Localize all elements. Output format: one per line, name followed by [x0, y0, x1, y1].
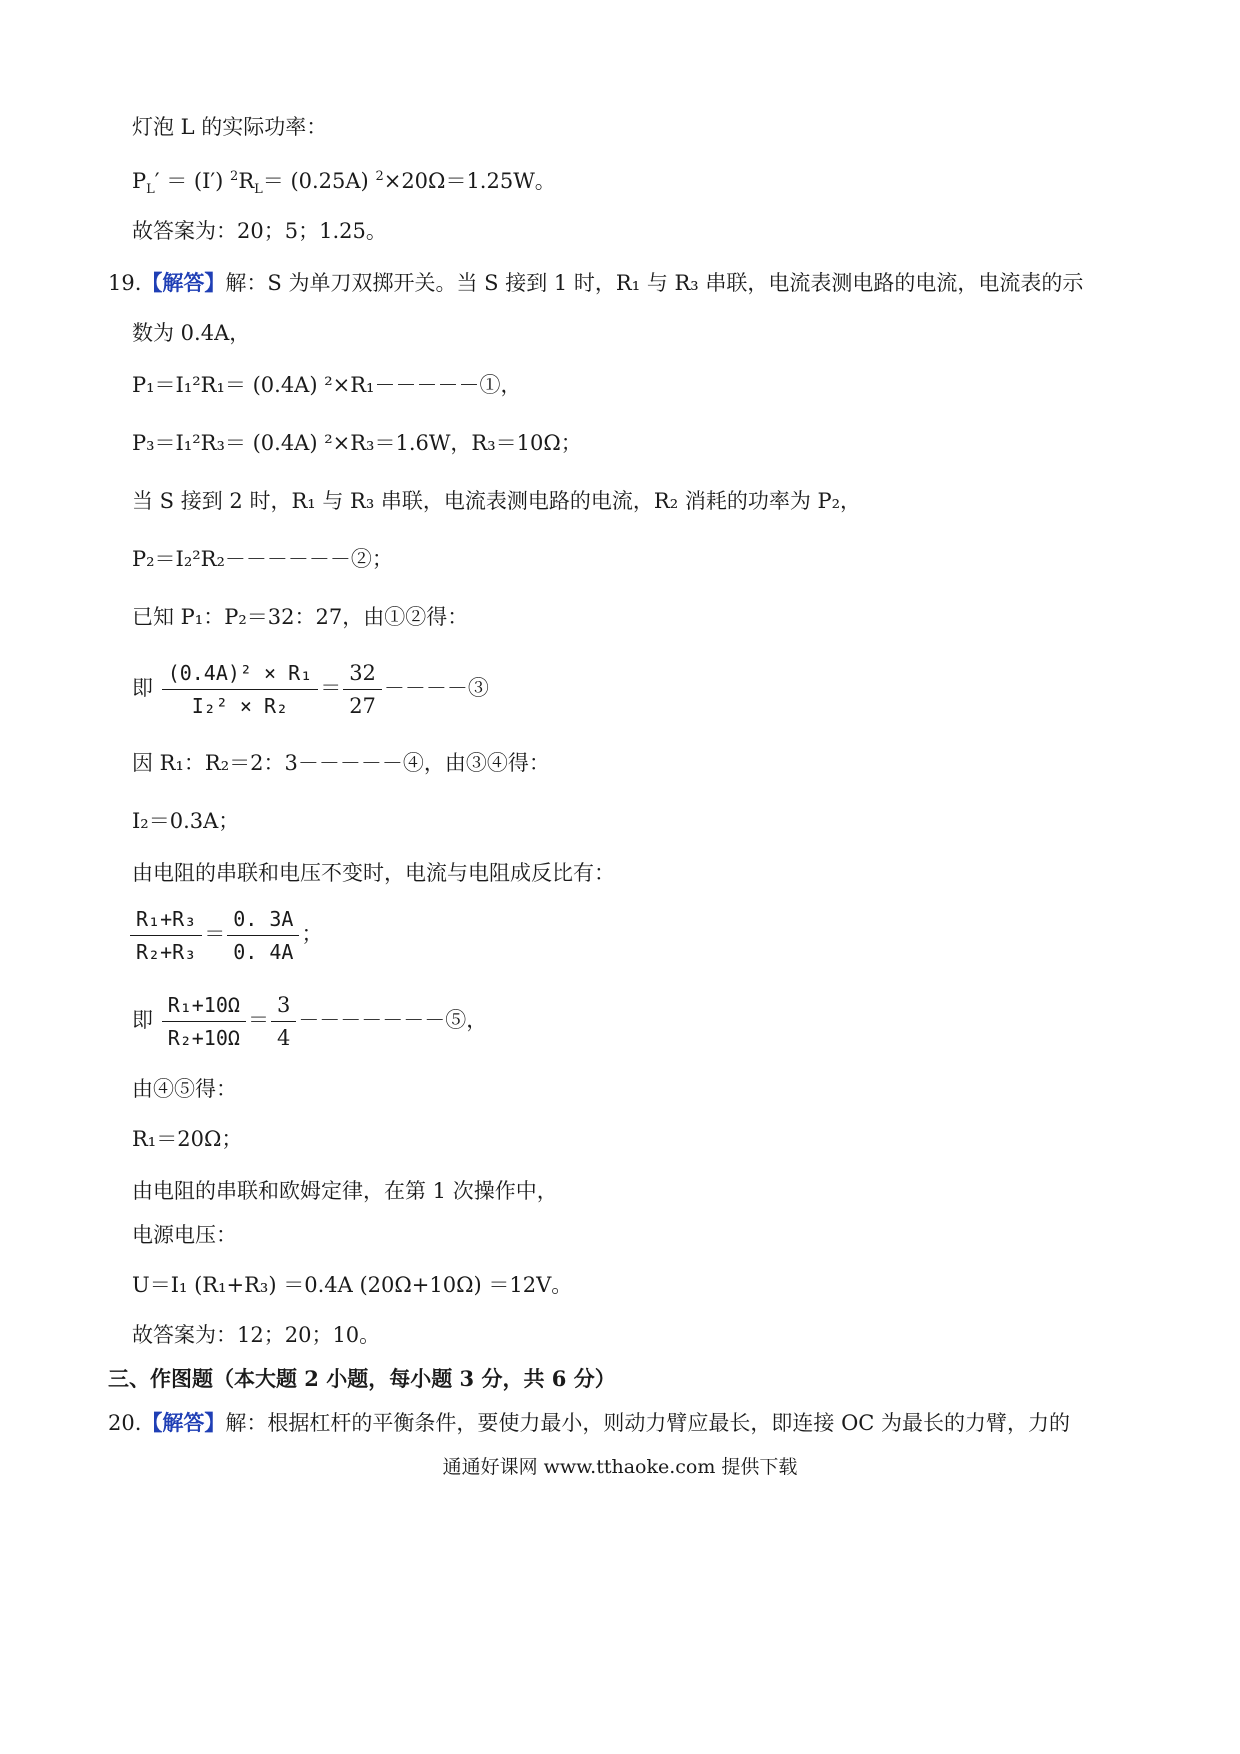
question-19-header [108, 268, 1083, 298]
formula-part: R [238, 169, 255, 193]
question-20-header [108, 1408, 1070, 1438]
question-number: 20. [108, 1411, 142, 1435]
equation-tail: ； [301, 922, 323, 946]
text-line: 灯泡 L 的实际功率： [132, 115, 328, 139]
fraction-numerator: 32 [343, 657, 382, 690]
formula-line: P₁＝I₁²R₁＝ (0.4A) ²×R₁－－－－－①， [132, 373, 522, 397]
question-text: 解：根据杠杆的平衡条件，要使力最小，则动力臂应最长，即连接 OC 为最长的力臂，力的 [225, 1411, 1071, 1435]
text-line: 当 S 接到 2 时，R₁ 与 R₃ 串联，电流表测电路的电流，R₂ 消耗的功率为 P₂， [132, 489, 862, 513]
section-heading: 三、作图题（本大题 2 小题，每小题 3 分，共 6 分） [108, 1366, 616, 1391]
fraction-denominator: 4 [276, 1026, 291, 1050]
equation-tail: －－－－－－－⑤， [298, 1008, 488, 1032]
answer-line: 故答案为：12；20；10。 [132, 1323, 381, 1347]
fraction-left [162, 989, 246, 1054]
formula-sup: 2 [375, 169, 384, 184]
fraction-numerator: R₁+R₃ [130, 903, 202, 936]
formula-line: U＝I₁ (R₁+R₃) ＝0.4A (20Ω+10Ω) ＝12V。 [132, 1273, 573, 1297]
formula-line: P₂＝I₂²R₂－－－－－－②； [132, 547, 393, 571]
fraction-denominator: I₂² × R₂ [191, 694, 289, 718]
fraction-numerator: R₁+10Ω [162, 989, 246, 1022]
prefix-ji: 即 [132, 676, 153, 700]
fraction-denominator: R₂+R₃ [136, 940, 197, 964]
answer-line: 故答案为：20；5；1.25。 [132, 219, 387, 243]
text-line: 由④⑤得： [132, 1077, 237, 1101]
fraction-equation-1 [132, 652, 489, 724]
fraction-numerator: (0.4A)² × R₁ [162, 657, 319, 690]
formula-line: R₁＝20Ω； [132, 1127, 243, 1151]
equals-sign: ＝ [204, 922, 226, 946]
question-number: 19. [108, 271, 142, 295]
text-line: 由电阻的串联和电压不变时，电流与电阻成反比有： [132, 861, 615, 885]
fraction-equation-3 [132, 984, 487, 1056]
fraction-denominator: 0. 4A [233, 940, 294, 964]
formula-line: P₃＝I₁²R₃＝ (0.4A) ²×R₃＝1.6W，R₃＝10Ω； [132, 431, 582, 455]
formula-part: P [132, 169, 147, 193]
formula-line: I₂＝0.3A； [132, 809, 240, 833]
text-line: 由电阻的串联和欧姆定律，在第 1 次操作中， [132, 1179, 558, 1203]
prefix-ji: 即 [132, 1008, 153, 1032]
text-line: 因 R₁：R₂＝2：3－－－－－④，由③④得： [132, 751, 550, 775]
answer-tag: 【解答】 [141, 270, 226, 295]
answer-tag: 【解答】 [141, 1410, 226, 1435]
fraction-numerator: 0. 3A [227, 903, 299, 936]
formula-sup: 2 [230, 169, 239, 184]
equals-sign: ＝ [247, 1008, 269, 1032]
question-text: 解：S 为单刀双掷开关。当 S 接到 1 时，R₁ 与 R₃ 串联，电流表测电路的电流，电流表的示 [225, 271, 1084, 295]
formula-part: ＝ (0.25A) [262, 169, 376, 193]
fraction-right [227, 903, 299, 968]
fraction-denominator: R₂+10Ω [167, 1026, 240, 1050]
fraction-equation-2 [128, 898, 322, 970]
formula-sub: L [254, 182, 263, 198]
fraction-right [271, 989, 296, 1054]
fraction-left [130, 903, 202, 968]
text-line: 已知 P₁：P₂＝32：27，由①②得： [132, 605, 469, 629]
text-line: 电源电压： [132, 1223, 237, 1247]
fraction-right [343, 657, 382, 722]
fraction-numerator: 3 [271, 989, 296, 1022]
page-footer: 通通好课网 www.tthaoke.com 提供下载 [442, 1456, 798, 1478]
formula-line [132, 166, 556, 196]
formula-part: ×20Ω＝1.25W。 [383, 169, 556, 193]
equals-sign: ＝ [320, 676, 342, 700]
equation-tail: －－－－③ [383, 676, 489, 700]
fraction-denominator: 27 [349, 694, 376, 718]
fraction-left [162, 657, 319, 722]
formula-part: ′ ＝ (I′) [154, 169, 231, 193]
formula-sub: L [146, 182, 155, 198]
text-line: 数为 0.4A， [132, 321, 251, 345]
